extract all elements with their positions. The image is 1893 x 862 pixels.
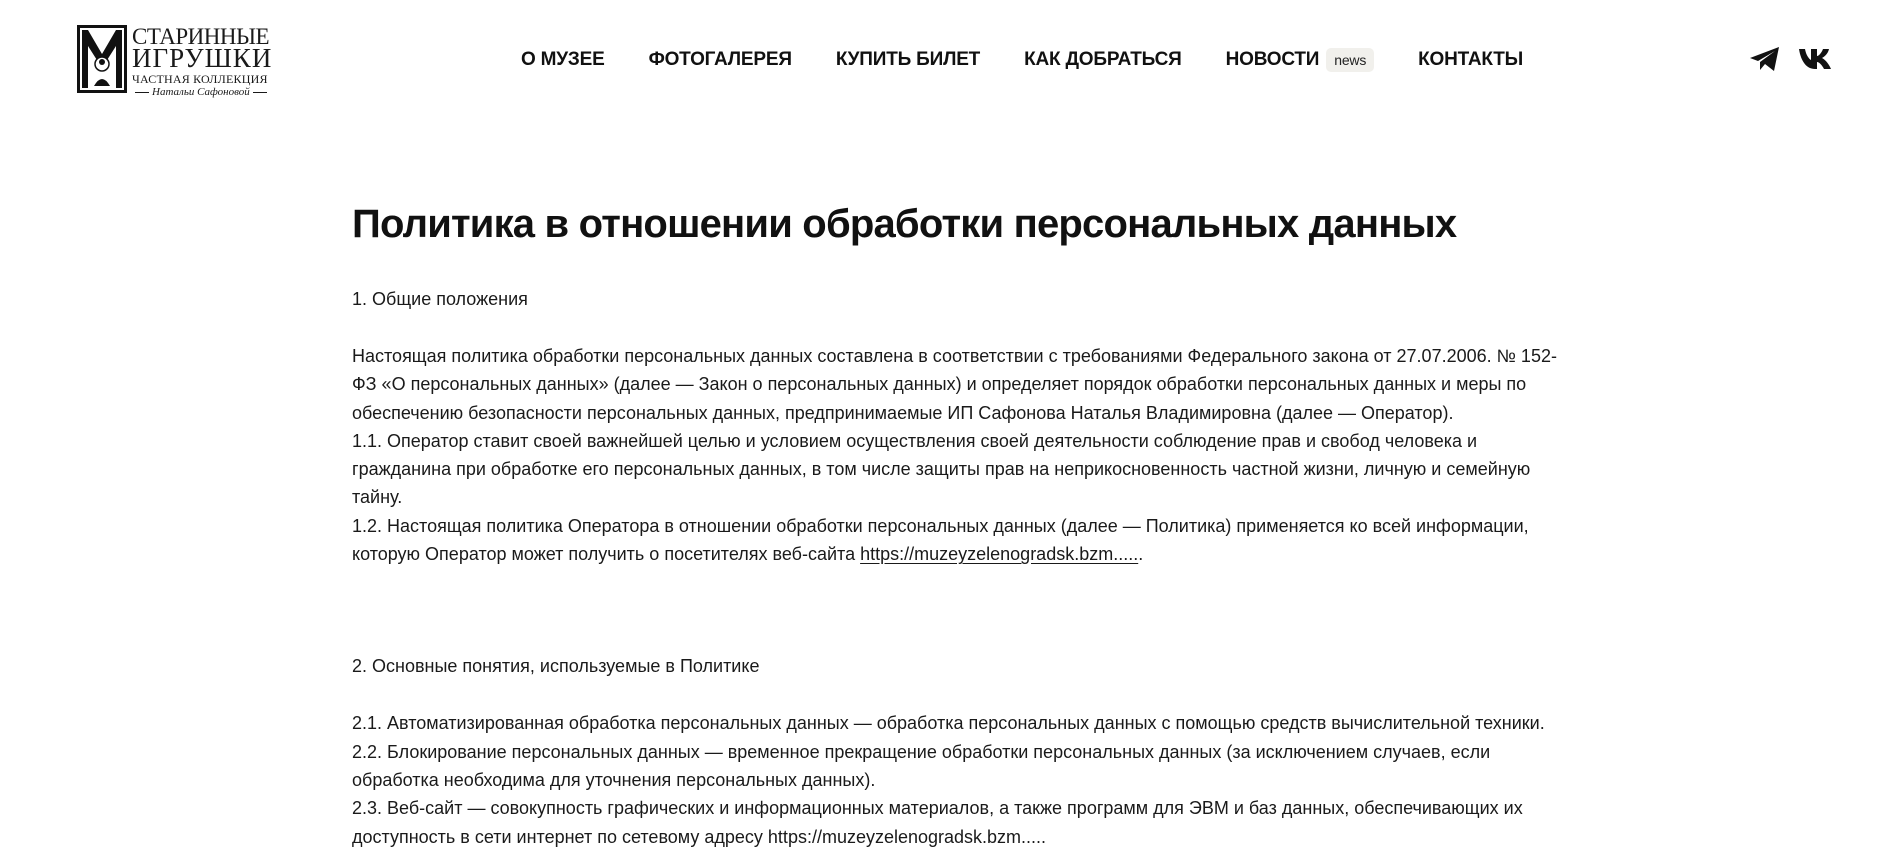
telegram-icon	[1748, 46, 1782, 72]
clause-1-1: 1.1. Оператор ставит своей важнейшей целью и условием осуществления своей деятельности соблюдение прав и свобод человека и гражданина при обработке его персональных данных, в том числе защиты прав на неприкосновенность частной жизни, личную и семейную тайну.	[352, 430, 1531, 508]
clause-1-2-end: .	[1138, 544, 1144, 565]
nav-item-label: КУПИТЬ БИЛЕТ	[835, 49, 981, 70]
nav-item-about[interactable]	[521, 49, 605, 71]
section-1-intro: Настоящая политика обработки персональных данных составлена в соответствии с требованиями Федерального закона от 27.07.2006. № 152-ФЗ «О персональных данных» (далее — Закон о персональных данных) и определяет порядок обработки персональных данных и меры по обеспечению безопасности персональных данных, предпринимаемые ИП Сафонова Наталья Владимировна (далее — Оператор).	[352, 346, 1557, 423]
nav-item-label: НОВОСТИ	[1225, 49, 1320, 70]
logo-text	[132, 24, 272, 98]
section-1-heading: 1. Общие положения	[352, 289, 528, 309]
website-link[interactable]: https://muzeyzelenogradsk.bzm.....	[860, 544, 1139, 565]
clause-2-2: 2.2. Блокирование персональных данных — временное прекращение обработки персональных данных (за исключением случаев, если обработка необходима для уточнения персональных данных).	[352, 741, 1491, 790]
vk-icon	[1798, 46, 1832, 72]
section-1-body	[352, 342, 1562, 568]
logo-line-1: СТАРИННЫЕ	[132, 24, 270, 49]
social-links	[1748, 46, 1832, 72]
nav-item-contacts[interactable]	[1418, 49, 1523, 71]
vk-link[interactable]	[1798, 46, 1832, 72]
nav-item-label: КОНТАКТЫ	[1418, 49, 1524, 70]
site-header	[0, 0, 1893, 118]
page-title: Политика в отношении обработки персональных данных	[352, 202, 1457, 246]
section-2-heading: 2. Основные понятия, используемые в Политике	[352, 656, 760, 677]
clause-1-2-text: 1.2. Настоящая политика Оператора в отношении обработки персональных данных (далее — Политика) применяется ко всей информации, которую Оператор может получить о посетителях веб-сайта	[352, 515, 1529, 565]
nav-item-label: О МУЗЕЕ	[521, 49, 605, 70]
nav-item-label: ФОТОГАЛЕРЕЯ	[648, 49, 792, 70]
nav-item-buy-ticket[interactable]	[836, 49, 980, 71]
section-2-body	[352, 709, 1562, 850]
main-nav	[521, 48, 1523, 72]
logo-line-3: ЧАСТНАЯ КОЛЛЕКЦИЯ	[132, 72, 268, 86]
nav-item-label: КАК ДОБРАТЬСЯ	[1024, 49, 1182, 70]
nav-item-gallery[interactable]	[649, 49, 792, 71]
logo-line-2: ИГРУШКИ	[132, 43, 273, 73]
policy-content	[352, 200, 1562, 851]
logo-line-4: Натальи Сафоновой	[132, 87, 272, 98]
news-badge: news	[1326, 48, 1374, 72]
museum-logo-emblem-icon	[76, 24, 128, 94]
nav-item-directions[interactable]	[1024, 49, 1182, 71]
clause-2-3: 2.3. Веб-сайт — совокупность графических и информационных материалов, а также программ для ЭВМ и баз данных, обеспечивающих их доступность в сети интернет по сетевому адресу https://muzeyzelenogradsk.bzm.....	[352, 798, 1523, 847]
clause-2-1: 2.1. Автоматизированная обработка персональных данных — обработка персональных данных с помощью средств вычислительной техники.	[352, 713, 1545, 734]
nav-item-news[interactable]	[1226, 48, 1375, 72]
site-logo[interactable]	[76, 24, 273, 98]
telegram-link[interactable]	[1748, 46, 1782, 72]
clause-1-2	[352, 512, 1562, 569]
